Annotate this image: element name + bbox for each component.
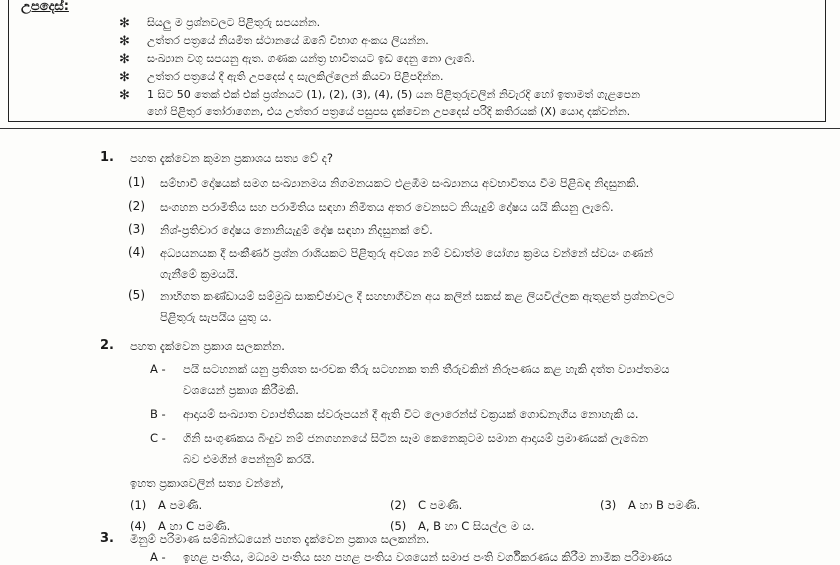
section-divider [0, 128, 840, 129]
option-text-continued: පිළිතුරු සැපයිය යුතු ය. [160, 310, 272, 324]
instruction-text: සියලු ම ප්‍රශ්නවලට පිළිතුරු සපයන්න. [147, 16, 321, 29]
answer-option [130, 498, 202, 513]
statement-text-continued: වශයෙන් ප්‍රකාශ කිරීමකි. [183, 383, 299, 397]
question-number: 1. [100, 150, 114, 165]
question-number: 2. [100, 338, 114, 353]
answer-number: (1) [130, 498, 147, 512]
statement-text: පයි සටහනක් යනු ප්‍රතිශත සංරචක තීරු සටහනක තනි තීරුවකින් නිරූපණය කළ හැකි දත්ත ව්‍යාප්තමය [183, 362, 670, 376]
answer-option [390, 498, 462, 513]
question-stem: මිනුම් පරිමාණ සම්බන්ධයෙන් පහත දැක්වෙන ප්‍රකාශ සලකන්න. [130, 532, 430, 546]
option-number: (5) [128, 288, 145, 302]
question-stem: පහත දැක්වෙන කුමන ප්‍රකාශය සත්‍ය වේ ද? [130, 151, 333, 165]
asterisk-icon: ✻ [119, 34, 130, 49]
option-text: නාභිගත කණ්ඩායම් සම්මුඛ සාකච්ඡාවල දී සහභාගීවන අය කලින් සකස් කළ ලියවිල්ලක ඇතුළත් ප්‍රශ්නවලට [160, 289, 675, 303]
option-number: (4) [128, 245, 145, 259]
instruction-item [119, 16, 321, 31]
statement-label: C - [150, 431, 166, 445]
answer-text: A, B හා C සියල්ල ම ය. [418, 519, 535, 533]
instructions-box [8, 0, 826, 122]
instruction-item [119, 34, 429, 49]
option-number: (3) [128, 222, 145, 236]
asterisk-icon: ✻ [119, 70, 130, 85]
statement-text: ආදායම් සංඛ්‍යාත ව්‍යාප්තියක ස්වරූපයන් දී ඇති විට ලොරෙන්ස් වක්‍රයක් ගොඩනැගිය නොහැකි ය. [183, 407, 639, 421]
statement-label: A - [150, 550, 166, 564]
instruction-item [119, 88, 641, 103]
asterisk-icon: ✻ [119, 52, 130, 67]
answer-number: (3) [600, 498, 617, 512]
statement-text-continued: බව එමගින් පෙන්නුම් කරයි. [183, 452, 315, 466]
option-text: සම්භාවී දෝෂයක් සමග සංඛ්‍යානමය නිගමනයකට එළඹීම සංඛ්‍යානය අවභාවිතය වීම පිළිබඳ නිදසුනකි. [160, 176, 640, 190]
option-text-continued: ගැනීමේ ක්‍රමයයි. [160, 267, 239, 281]
instructions-title: උපදෙස්: [21, 0, 69, 14]
answer-text: A හා C පමණි. [158, 519, 231, 533]
option-number: (1) [128, 175, 145, 189]
answer-text: C පමණි. [418, 498, 463, 512]
asterisk-icon: ✻ [119, 16, 130, 31]
option-text: නිශ්-ප්‍රතිචාර දෝෂය නොනියැදුම් දෝෂ සඳහා නිදසුනක් වේ. [160, 223, 433, 237]
answer-number: (4) [130, 519, 147, 533]
question-number: 3. [100, 531, 114, 546]
statement-text: ඉහළ පංතිය, මධ්‍යම පංතිය සහ පහළ පංතිය වශයෙන් සමාජ පංති වර්ගීකරණය කිරීම නාමික පරිමාණය [183, 550, 673, 564]
answer-number: (2) [390, 498, 407, 512]
instruction-text: 1 සිට 50 තෙක් එක් එක් ප්‍රශ්නයට (1), (2), (3), (4), (5) යන පිළිතුරුවලින් නිවැරදි හෝ ඉතාමත් ගැළපෙන [147, 88, 641, 101]
asterisk-icon: ✻ [119, 88, 130, 103]
instruction-item [119, 52, 476, 67]
instruction-text: උත්තර පත්‍රයේ නියමිත ස්ථානයේ ඔබේ විභාග අංකය ලියන්න. [147, 34, 429, 47]
statement-label: A - [150, 362, 166, 376]
instruction-continuation: හෝ පිළිතුර තෝරාගෙන, එය උත්තර පත්‍රයේ පසුපස දැක්වෙන උපදෙස් පරිදි කතිරයක් (X) යොදා දක්වන්න. [147, 105, 631, 118]
option-number: (2) [128, 199, 145, 213]
question-lead: ඉහත ප්‍රකාශවලින් සත්‍ය වන්නේ, [130, 476, 284, 490]
answer-text: A පමණි. [158, 498, 203, 512]
answer-text: A හා B පමණි. [628, 498, 701, 512]
question-stem: පහත දැක්වෙන ප්‍රකාශ සලකන්න. [130, 339, 285, 353]
instruction-text: සංඛ්‍යාන වගු සපයනු ඇත. ගණක යන්ත්‍ර භාවිතයට ඉඩ දෙනු නො ලැබේ. [147, 52, 476, 65]
statement-text: ගිනි සංගුණකය බිංදුව නම් ජනගහනයේ සිටින සෑම කෙනෙකුටම සමාන ආදායම් ප්‍රමාණයක් ලැබෙන [183, 431, 649, 445]
statement-label: B - [150, 407, 166, 421]
answer-number: (5) [390, 519, 407, 533]
instruction-item [119, 70, 444, 85]
instruction-text: උත්තර පත්‍රයේ දී ඇති උපදෙස් ද සැලකිල්ලෙන් කියවා පිළිපදින්න. [147, 70, 444, 83]
option-text: අධ්‍යයනයක දී සංකීර්ණ ප්‍රශ්න රාශියකට පිළිතුරු අවශ්‍ය නම් වඩාත්ම යෝග්‍ය ක්‍රමය වන්නේ ස්වයං ගණන් [160, 246, 653, 260]
option-text: සංගහන පරාමිතිය සහ පරාමිතිය සඳහා නිමිතය අතර වෙනසට නියැදුම් දෝෂය යයි කියනු ලැබේ. [160, 200, 614, 214]
answer-option [600, 498, 700, 513]
